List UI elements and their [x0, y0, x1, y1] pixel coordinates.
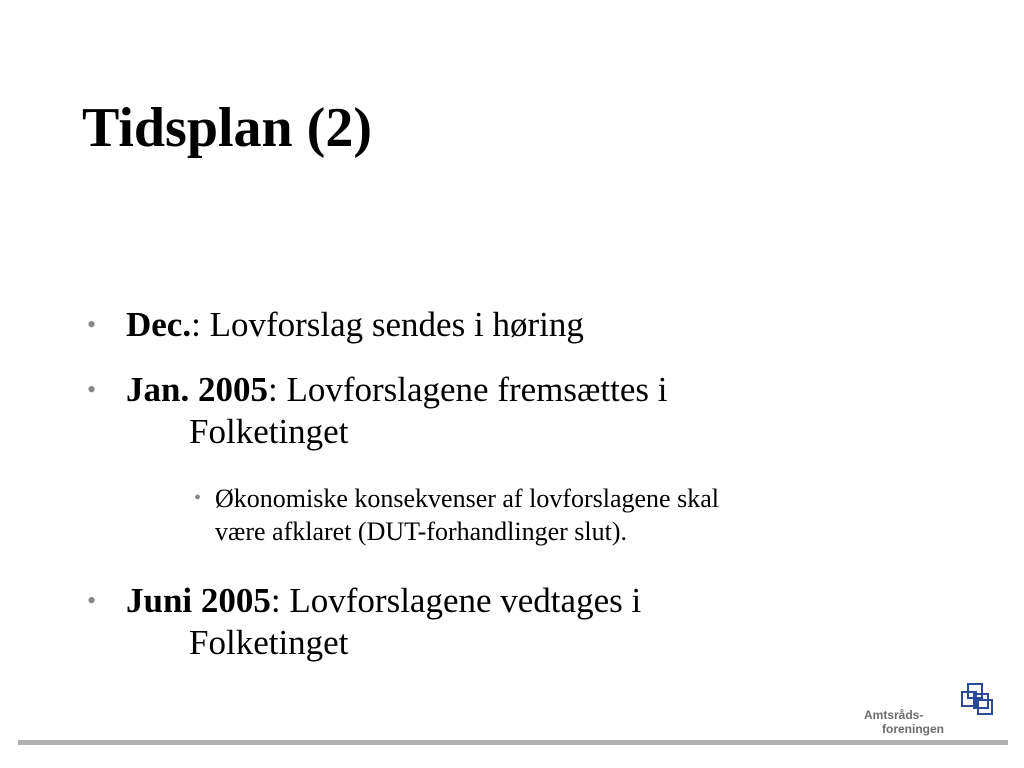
bullet-item-dec — [87, 304, 584, 346]
bullet-line — [126, 369, 667, 411]
slide-title: Tidsplan (2) — [82, 97, 372, 159]
bullet-label: Dec. — [126, 305, 192, 344]
bullet-item-jan-2005 — [87, 369, 668, 453]
sub-bullet-item — [194, 482, 719, 548]
bullet-icon: • — [87, 586, 97, 615]
sub-bullet-line-1: Økonomiske konsekvenser af lovforslagene skal — [215, 484, 719, 513]
sub-bullet-line-2: være afklaret (DUT-forhandlinger slut). — [215, 517, 628, 547]
sub-bullet-icon: • — [194, 487, 202, 509]
logo-text-line-2: foreningen — [882, 722, 944, 736]
bottom-rule — [18, 740, 1008, 745]
logo-text — [864, 708, 956, 736]
bullet-label: Jan. 2005 — [126, 370, 268, 409]
bullet-item-juni-2005 — [87, 580, 642, 664]
bullet-line — [126, 304, 584, 346]
logo-text-line-1: Amtsråds- — [864, 708, 924, 722]
bullet-text: : Lovforslagene vedtages i — [270, 581, 642, 620]
bullet-line — [126, 580, 641, 622]
interlocking-squares-icon — [960, 682, 994, 716]
amtsraadsforeningen-logo — [864, 682, 994, 738]
bullet-text: : Lovforslag sendes i høring — [191, 305, 584, 344]
bullet-continuation: Folketinget — [189, 623, 349, 662]
bullet-label: Juni 2005 — [126, 581, 271, 620]
bullet-text: : Lovforslagene fremsættes i — [267, 370, 668, 409]
bullet-continuation: Folketinget — [189, 412, 349, 451]
bullet-icon: • — [87, 310, 97, 339]
bullet-icon: • — [87, 375, 97, 404]
